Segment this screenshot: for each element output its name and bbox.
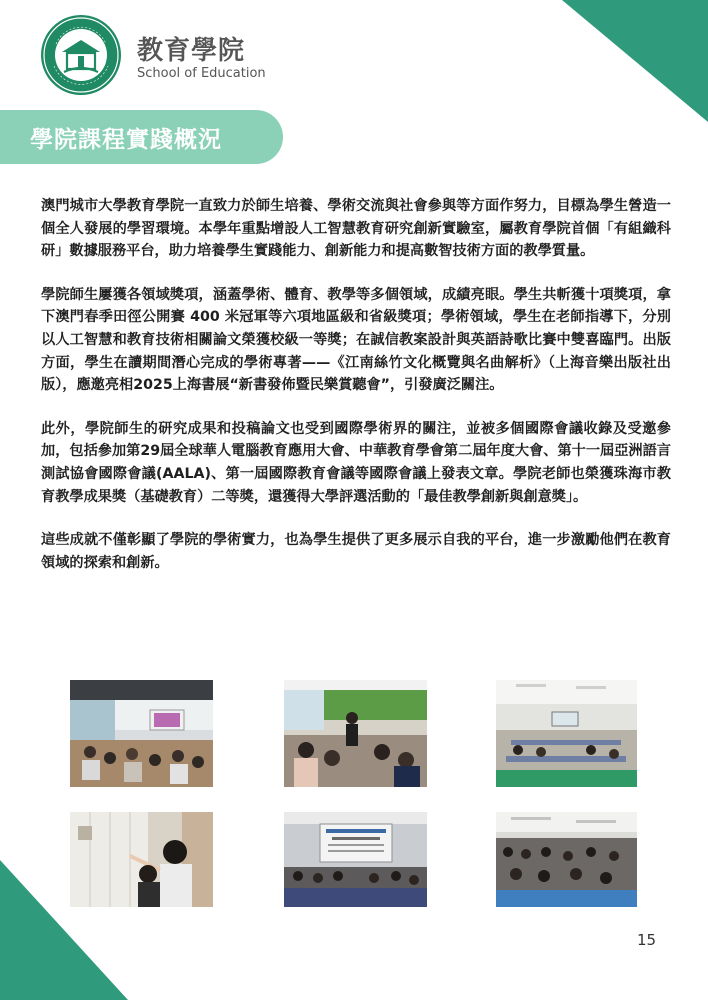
paragraph-international: 此外，學院師生的研究成果和投稿論文也受到國際學術界的關注，並被多個國際會議收錄及受邀參加，包括參加第29屆全球華人電腦教育應用大會、中華教育學會第二屆年度大會、第十一屆亞洲語言測試協會國際會議(AALA)、第一屆國際教育會議等國際會議上發表文章。學院老師也榮獲珠海市教育教學成果獎（基礎教育）二等獎，還獲得大學評選活動的「最佳教學創新與創意獎」。 [41,420,671,505]
paragraph-awards: 學院師生屢獲各領域獎項，涵蓋學術、體育、教學等多個領域，成績亮眼。學生共斬獲十項獎項，拿下澳門春季田徑公開賽 400 米冠軍等六項地區級和省級獎項；學術領域，學生在老師指導下，分別以人工智慧和教育技術相關論文榮獲校級一等獎；在誠信教案設計與英語詩歌比賽中雙喜臨門。出版方面，學生在讀期間潛心完成的學術專著——《江南絲竹文化概覽與名曲解析》（上海音樂出版社出版），應邀亮相2025上海書展“新書發佈暨民樂賞聽會”，引發廣泛關注。 [41,286,671,394]
school-name-zh: 教育學院 [137,36,246,66]
body-text [41,195,671,595]
corner-decoration-top-right [562,0,708,122]
student-presentation-photo [284,680,427,787]
section-title: 學院課程實踐概況 [30,127,222,153]
university-logo [40,14,122,96]
page-number: 15 [637,931,657,949]
paragraph-conclusion: 這些成就不僅彰顯了學院的學術實力，也為學生提供了更多展示自我的平台，進一步激勵他們在教育領域的探索和創新。 [41,532,671,571]
lecture-hall-audience-photo [496,812,637,907]
classroom-lecture-photo [70,680,213,787]
conference-screen-photo [284,812,427,907]
paragraph-intro: 澳門城市大學教育學院一直致力於師生培養、學術交流與社會參與等方面作努力，目標為學生營造一個全人發展的學習環境。本學年重點增設人工智慧教育研究創新實驗室，屬教育學院首個「有組織科研」數據服務平台，助力培養學生實踐能力、創新能力和提高數智技術方面的教學質量。 [41,198,671,260]
pointing-at-board-photo [70,812,213,907]
seminar-room-photo [496,680,637,787]
school-name-en: School of Education [137,66,266,81]
